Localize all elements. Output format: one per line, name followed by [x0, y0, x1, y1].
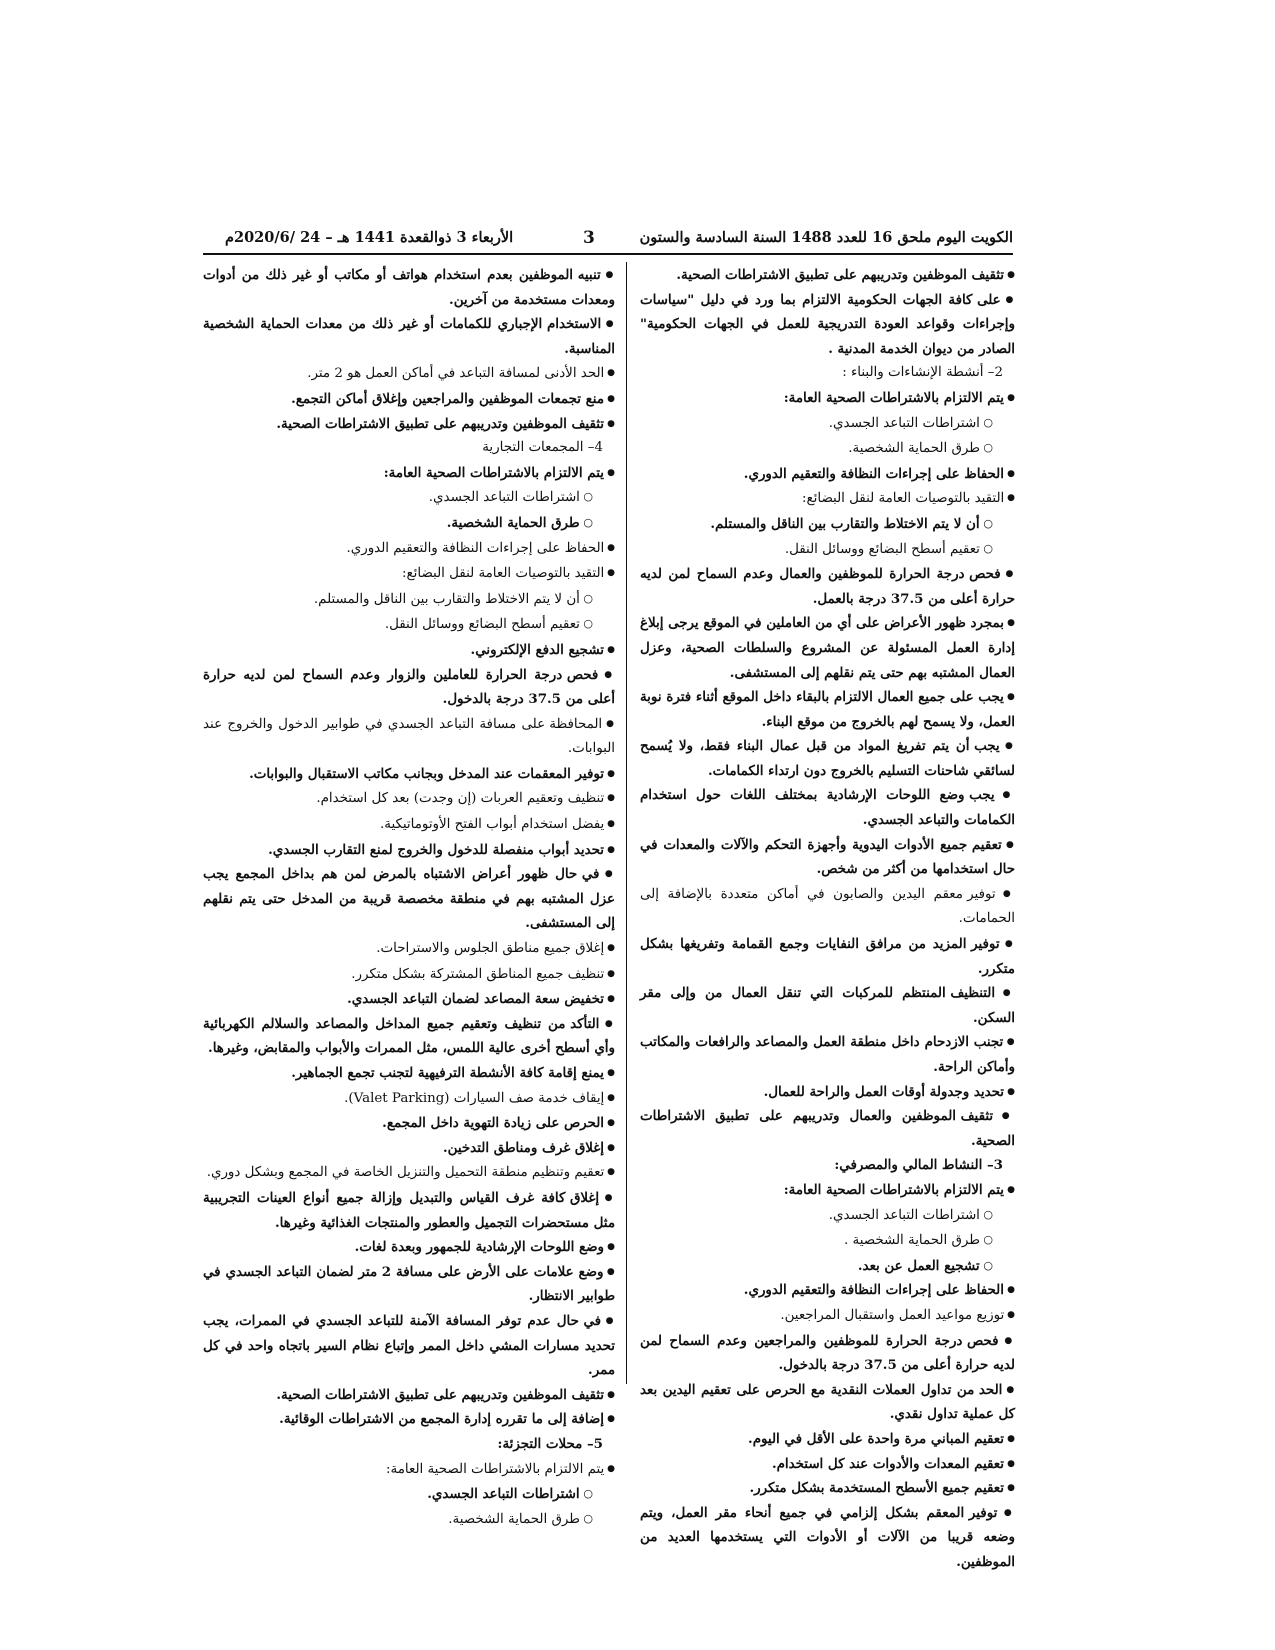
list-item: ● تثقيف الموظفين وتدريبهم على تطبيق الاشتراطات الصحية.: [640, 263, 1015, 288]
list-item: ● تثقيف الموظفين وتدريبهم على تطبيق الاشتراطات الصحية.: [203, 412, 615, 437]
header-rule: [203, 253, 1013, 255]
list-item: ● فحص درجة الحرارة للعاملين والزوار وعدم السماح لمن لديه حرارة أعلى من 37.5 درجة بالدخول.: [203, 663, 615, 712]
list-item: ● إغلاق جميع مناطق الجلوس والاستراحات.: [203, 936, 615, 962]
list-item: ○ تعقيم أسطح البضائع ووسائل النقل.: [203, 612, 615, 638]
list-item: ● يمنع إقامة كافة الأنشطة الترفيهية لتجنب تجمع الجماهير.: [203, 1061, 615, 1086]
list-item: ● تعقيم المعدات والأدوات عند كل استخدام.: [640, 1452, 1015, 1477]
left-column: [203, 263, 615, 1532]
list-item: ● في حال عدم توفر المسافة الآمنة للتباعد الجسدي في الممرات، يجب تحديد مسارات المشي داخل الممر وإتباع نظام السير باتجاه واحد في كل ممر.: [203, 1309, 615, 1383]
list-item: ● وضع اللوحات الإرشادية للجمهور وبعدة لغات.: [203, 1235, 615, 1260]
list-item: ● يجب على جميع العمال الالتزام بالبقاء داخل الموقع أثناء فترة نوبة العمل، ولا يسمح لهم بالخروج من موقع البناء.: [640, 685, 1015, 734]
list-item: ● الاستخدام الإجباري للكمامات أو غير ذلك من معدات الحماية الشخصية المناسبة.: [203, 312, 615, 361]
list-item: ● المحافظة على مسافة التباعد الجسدي في طوابير الدخول والخروج عند البوابات.: [203, 712, 615, 762]
list-item: ● الحد من تداول العملات النقدية مع الحرص على تعقيم اليدين بعد كل عملية تداول نقدي.: [640, 1378, 1015, 1427]
list-item: ● في حال ظهور أعراض الاشتباه بالمرض لمن هم بداخل المجمع يجب عزل المشتبه بهم في منطقة مخصصة قريبة من المدخل حتى يتم نقلهم إلى المستشفى.: [203, 862, 615, 936]
section-heading: 5– محلات التجزئة:: [497, 1435, 603, 1452]
list-item: ● توفير المعقمات عند المدخل وبجانب مكاتب الاستقبال والبوابات.: [203, 762, 615, 787]
list-item: ● يتم الالتزام بالاشتراطات الصحية العامة:: [203, 461, 615, 486]
list-item: ● تعقيم جميع الأسطح المستخدمة بشكل متكرر.: [640, 1476, 1015, 1501]
list-item: ● توفير المزيد من مرافق النفايات وجمع القمامة وتفريغها بشكل متكرر.: [640, 932, 1015, 981]
list-item: ● تنبيه الموظفين بعدم استخدام هواتف أو مكاتب أو غير ذلك من أدوات ومعدات مستخدمة من آخرين.: [203, 263, 615, 312]
list-item: ● يتم الالتزام بالاشتراطات الصحية العامة:: [640, 1178, 1015, 1203]
list-item: ● يفضل استخدام أبواب الفتح الأوتوماتيكية.: [203, 812, 615, 838]
list-item: ● الحفاظ على إجراءات النظافة والتعقيم الدوري.: [640, 462, 1015, 487]
list-item: ● تنظيف وتعقيم العربات (إن وجدت) بعد كل استخدام.: [203, 786, 615, 812]
list-item: ○ طرق الحماية الشخصية.: [203, 1507, 615, 1533]
list-item: ● التقيد بالتوصيات العامة لنقل البضائع:: [640, 486, 1015, 512]
list-item: ● تعقيم وتنظيم منطقة التحميل والتنزيل الخاصة في المجمع وبشكل دوري.: [203, 1160, 615, 1186]
section-heading: 3– النشاط المالي والمصرفي:: [834, 1157, 1003, 1174]
list-item: ● إضافة إلى ما تقرره إدارة المجمع من الاشتراطات الوقائية.: [203, 1407, 615, 1432]
list-item: ○ تعقيم أسطح البضائع ووسائل النقل.: [640, 537, 1015, 563]
list-item: ● على كافة الجهات الحكومية الالتزام بما ورد في دليل "سياسات وإجراءات وقواعد العودة التدريجية للعمل في الجهات الحكومية" الصادر من ديوان الخدمة المدنية .: [640, 288, 1015, 362]
list-item: ● التنظيف المنتظم للمركبات التي تنقل العمال من وإلى مقر السكن.: [640, 981, 1015, 1030]
list-item: ○ اشتراطات التباعد الجسدي.: [640, 1203, 1015, 1229]
list-item: ● تجنب الازدحام داخل منطقة العمل والمصاعد والرافعات والمكاتب وأماكن الراحة.: [640, 1030, 1015, 1079]
list-item: ● الحفاظ على إجراءات النظافة والتعقيم الدوري.: [203, 536, 615, 562]
list-item: ○ أن لا يتم الاختلاط والتقارب بين الناقل والمستلم.: [203, 587, 615, 613]
section-heading: 4– المجمعات التجارية: [482, 440, 603, 456]
list-item: ● تعقيم جميع الأدوات اليدوية وأجهزة التحكم والآلات والمعدات في حال استخدامها من أكثر من شخص.: [640, 833, 1015, 882]
list-item: ● يجب أن يتم تفريغ المواد من قبل عمال البناء فقط، ولا يُسمح لسائقي شاحنات التسليم بالخروج دون ارتداء الكمامات.: [640, 734, 1015, 783]
list-item: ● تثقيف الموظفين وتدريبهم على تطبيق الاشتراطات الصحية.: [203, 1383, 615, 1408]
list-item: ● وضع علامات على الأرض على مسافة 2 متر لضمان التباعد الجسدي في طوابير الانتظار.: [203, 1260, 615, 1309]
list-item: ● تخفيض سعة المصاعد لضمان التباعد الجسدي.: [203, 987, 615, 1012]
list-item: ● توزيع مواعيد العمل واستقبال المراجعين.: [640, 1303, 1015, 1329]
list-item: ○ طرق الحماية الشخصية.: [640, 436, 1015, 462]
list-item: ● التأكد من تنظيف وتعقيم جميع المداخل والمصاعد والسلالم الكهربائية وأي أسطح أخرى عالية اللمس، مثل الممرات والأبواب والمقابض، وغيرها.: [203, 1012, 615, 1061]
issue-date: الأربعاء 3 ذوالقعدة 1441 هـ – 24 /2020/6م: [225, 229, 514, 246]
list-item: ○ اشتراطات التباعد الجسدي.: [640, 411, 1015, 437]
list-item: ○ تشجيع العمل عن بعد.: [640, 1254, 1015, 1279]
list-item: ● بمجرد ظهور الأعراض على أي من العاملين في الموقع يرجى إبلاغ إدارة العمل المسئولة عن المشروع والسلطات الصحية، وعزل العمال المشتبه بهم حتى يتم نقلهم إلى المستشفى.: [640, 611, 1015, 685]
list-item: ● تحديد وجدولة أوقات العمل والراحة للعمال.: [640, 1080, 1015, 1105]
list-item: ● الحفاظ على إجراءات النظافة والتعقيم الدوري.: [640, 1278, 1015, 1303]
page-header: [203, 224, 1013, 252]
list-item: ● تثقيف الموظفين والعمال وتدريبهم على تطبيق الاشتراطات الصحية.: [640, 1104, 1015, 1153]
list-item: ○ طرق الحماية الشخصية .: [640, 1228, 1015, 1254]
list-item: ● إغلاق غرف ومناطق التدخين.: [203, 1136, 615, 1161]
list-item: ● يجب وضع اللوحات الإرشادية بمختلف اللغات حول استخدام الكمامات والتباعد الجسدي.: [640, 783, 1015, 832]
list-item: ○ اشتراطات التباعد الجسدي.: [203, 1482, 615, 1507]
list-item: ● التقيد بالتوصيات العامة لنقل البضائع:: [203, 561, 615, 587]
newspaper-issue-info: الكويت اليوم ملحق 16 للعدد 1488 السنة السادسة والستون: [639, 229, 1013, 246]
list-item: ● الحد الأدنى لمسافة التباعد في أماكن العمل هو 2 متر.: [203, 361, 615, 387]
list-item: ○ اشتراطات التباعد الجسدي.: [203, 485, 615, 511]
list-item: ● فحص درجة الحرارة للموظفين والمراجعين وعدم السماح لمن لديه حرارة أعلى من 37.5 درجة بالدخول.: [640, 1329, 1015, 1378]
section-heading: 2– أنشطة الإنشاءات والبناء :: [842, 365, 1003, 381]
list-item: ● فحص درجة الحرارة للموظفين والعمال وعدم السماح لمن لديه حرارة أعلى من 37.5 درجة بالعمل.: [640, 562, 1015, 611]
list-item: ● إيقاف خدمة صف السيارات (Valet Parking).: [203, 1086, 615, 1112]
list-item: ● توفير معقم اليدين والصابون في أماكن متعددة بالإضافة إلى الحمامات.: [640, 882, 1015, 932]
list-item: ○ أن لا يتم الاختلاط والتقارب بين الناقل والمستلم.: [640, 512, 1015, 537]
column-divider: [626, 262, 627, 1384]
list-item: ● تشجيع الدفع الإلكتروني.: [203, 638, 615, 663]
list-item: ● تحديد أبواب منفصلة للدخول والخروج لمنع التقارب الجسدي.: [203, 838, 615, 863]
list-item: ● يتم الالتزام بالاشتراطات الصحية العامة:: [203, 1457, 615, 1483]
list-item: ● الحرص على زيادة التهوية داخل المجمع.: [203, 1111, 615, 1136]
right-column: [640, 263, 1015, 1574]
list-item: ● منع تجمعات الموظفين والمراجعين وإغلاق أماكن التجمع.: [203, 387, 615, 412]
list-item: ○ طرق الحماية الشخصية.: [203, 511, 615, 536]
list-item: ● توفير المعقم بشكل إلزامي في جميع أنحاء مقر العمل، ويتم وضعه قريبا من الآلات أو الأدوات التي يستخدمها العديد من الموظفين.: [640, 1501, 1015, 1575]
page-number: 3: [583, 228, 595, 248]
list-item: ● إغلاق كافة غرف القياس والتبديل وإزالة جميع أنواع العينات التجريبية مثل مستحضرات التجميل والعطور والمنتجات الغذائية وغيرها.: [203, 1186, 615, 1235]
list-item: ● تنظيف جميع المناطق المشتركة بشكل متكرر.: [203, 962, 615, 988]
list-item: ● يتم الالتزام بالاشتراطات الصحية العامة:: [640, 386, 1015, 411]
list-item: ● تعقيم المباني مرة واحدة على الأقل في اليوم.: [640, 1427, 1015, 1452]
